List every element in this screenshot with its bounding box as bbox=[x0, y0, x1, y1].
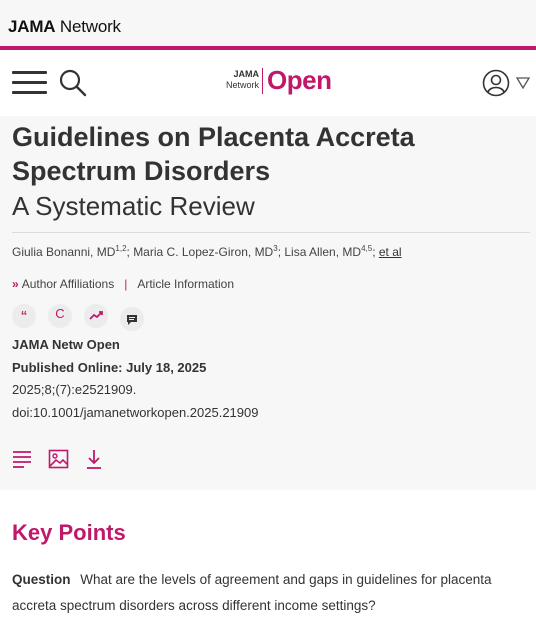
menu-icon[interactable] bbox=[12, 71, 47, 95]
jama-network-open-logo[interactable]: JAMA Network Open bbox=[225, 65, 332, 95]
site-header bbox=[0, 50, 536, 116]
user-icon[interactable] bbox=[482, 69, 510, 97]
citation: 2025;8;(7):e2521909. bbox=[12, 382, 137, 397]
author-name[interactable]: Maria C. Lopez-Giron, MD bbox=[133, 245, 274, 259]
double-chevron-right-icon: » bbox=[12, 277, 19, 291]
doi[interactable]: doi:10.1001/jamanetworkopen.2025.21909 bbox=[12, 404, 259, 420]
question-text: What are the levels of agreement and gaps in guidelines for placenta accreta spectrum disorders across different income settings? bbox=[12, 572, 492, 613]
article-tools bbox=[12, 304, 152, 328]
divider bbox=[12, 232, 530, 233]
author-name[interactable]: Lisa Allen, MD bbox=[284, 245, 362, 259]
article-actions bbox=[12, 448, 112, 470]
search-icon[interactable] bbox=[58, 68, 88, 98]
article-title: Guidelines on Placenta Accreta Spectrum Disorders bbox=[12, 122, 415, 186]
quote-icon[interactable]: “ bbox=[12, 304, 36, 328]
et-al-link[interactable]: et al bbox=[378, 245, 402, 259]
published-date: Published Online: July 18, 2025 bbox=[12, 359, 207, 375]
key-points-question bbox=[12, 567, 528, 619]
author-name[interactable]: Giulia Bonanni, MD bbox=[12, 245, 116, 259]
jama-network-logo[interactable]: JAMA Network bbox=[8, 17, 121, 36]
article-subtitle: A Systematic Review bbox=[12, 191, 255, 221]
journal-name: JAMA Netw Open bbox=[12, 337, 120, 352]
network-bar bbox=[0, 0, 536, 48]
dropdown-icon[interactable] bbox=[516, 77, 530, 89]
key-points-heading: Key Points bbox=[12, 520, 126, 545]
author-affiliations-link[interactable]: Author Affiliations bbox=[21, 277, 115, 291]
image-icon[interactable] bbox=[48, 448, 70, 470]
text-icon[interactable] bbox=[12, 448, 34, 470]
metrics-icon[interactable] bbox=[84, 304, 108, 328]
question-label: Question bbox=[12, 572, 71, 587]
article-information-link[interactable]: Article Information bbox=[137, 277, 235, 291]
copyright-icon[interactable]: C bbox=[48, 304, 72, 328]
article-links: » Author Affiliations | Article Information bbox=[12, 277, 235, 291]
comment-icon[interactable] bbox=[120, 307, 144, 331]
author-list: Giulia Bonanni, MD$^{1,2}$; Maria C. Lopez-Giron, $MD^3$; Lisa Allen, MD$^{4,5}$; et al bbox=[12, 244, 402, 259]
journal-info bbox=[12, 334, 258, 424]
download-icon[interactable] bbox=[84, 448, 106, 470]
